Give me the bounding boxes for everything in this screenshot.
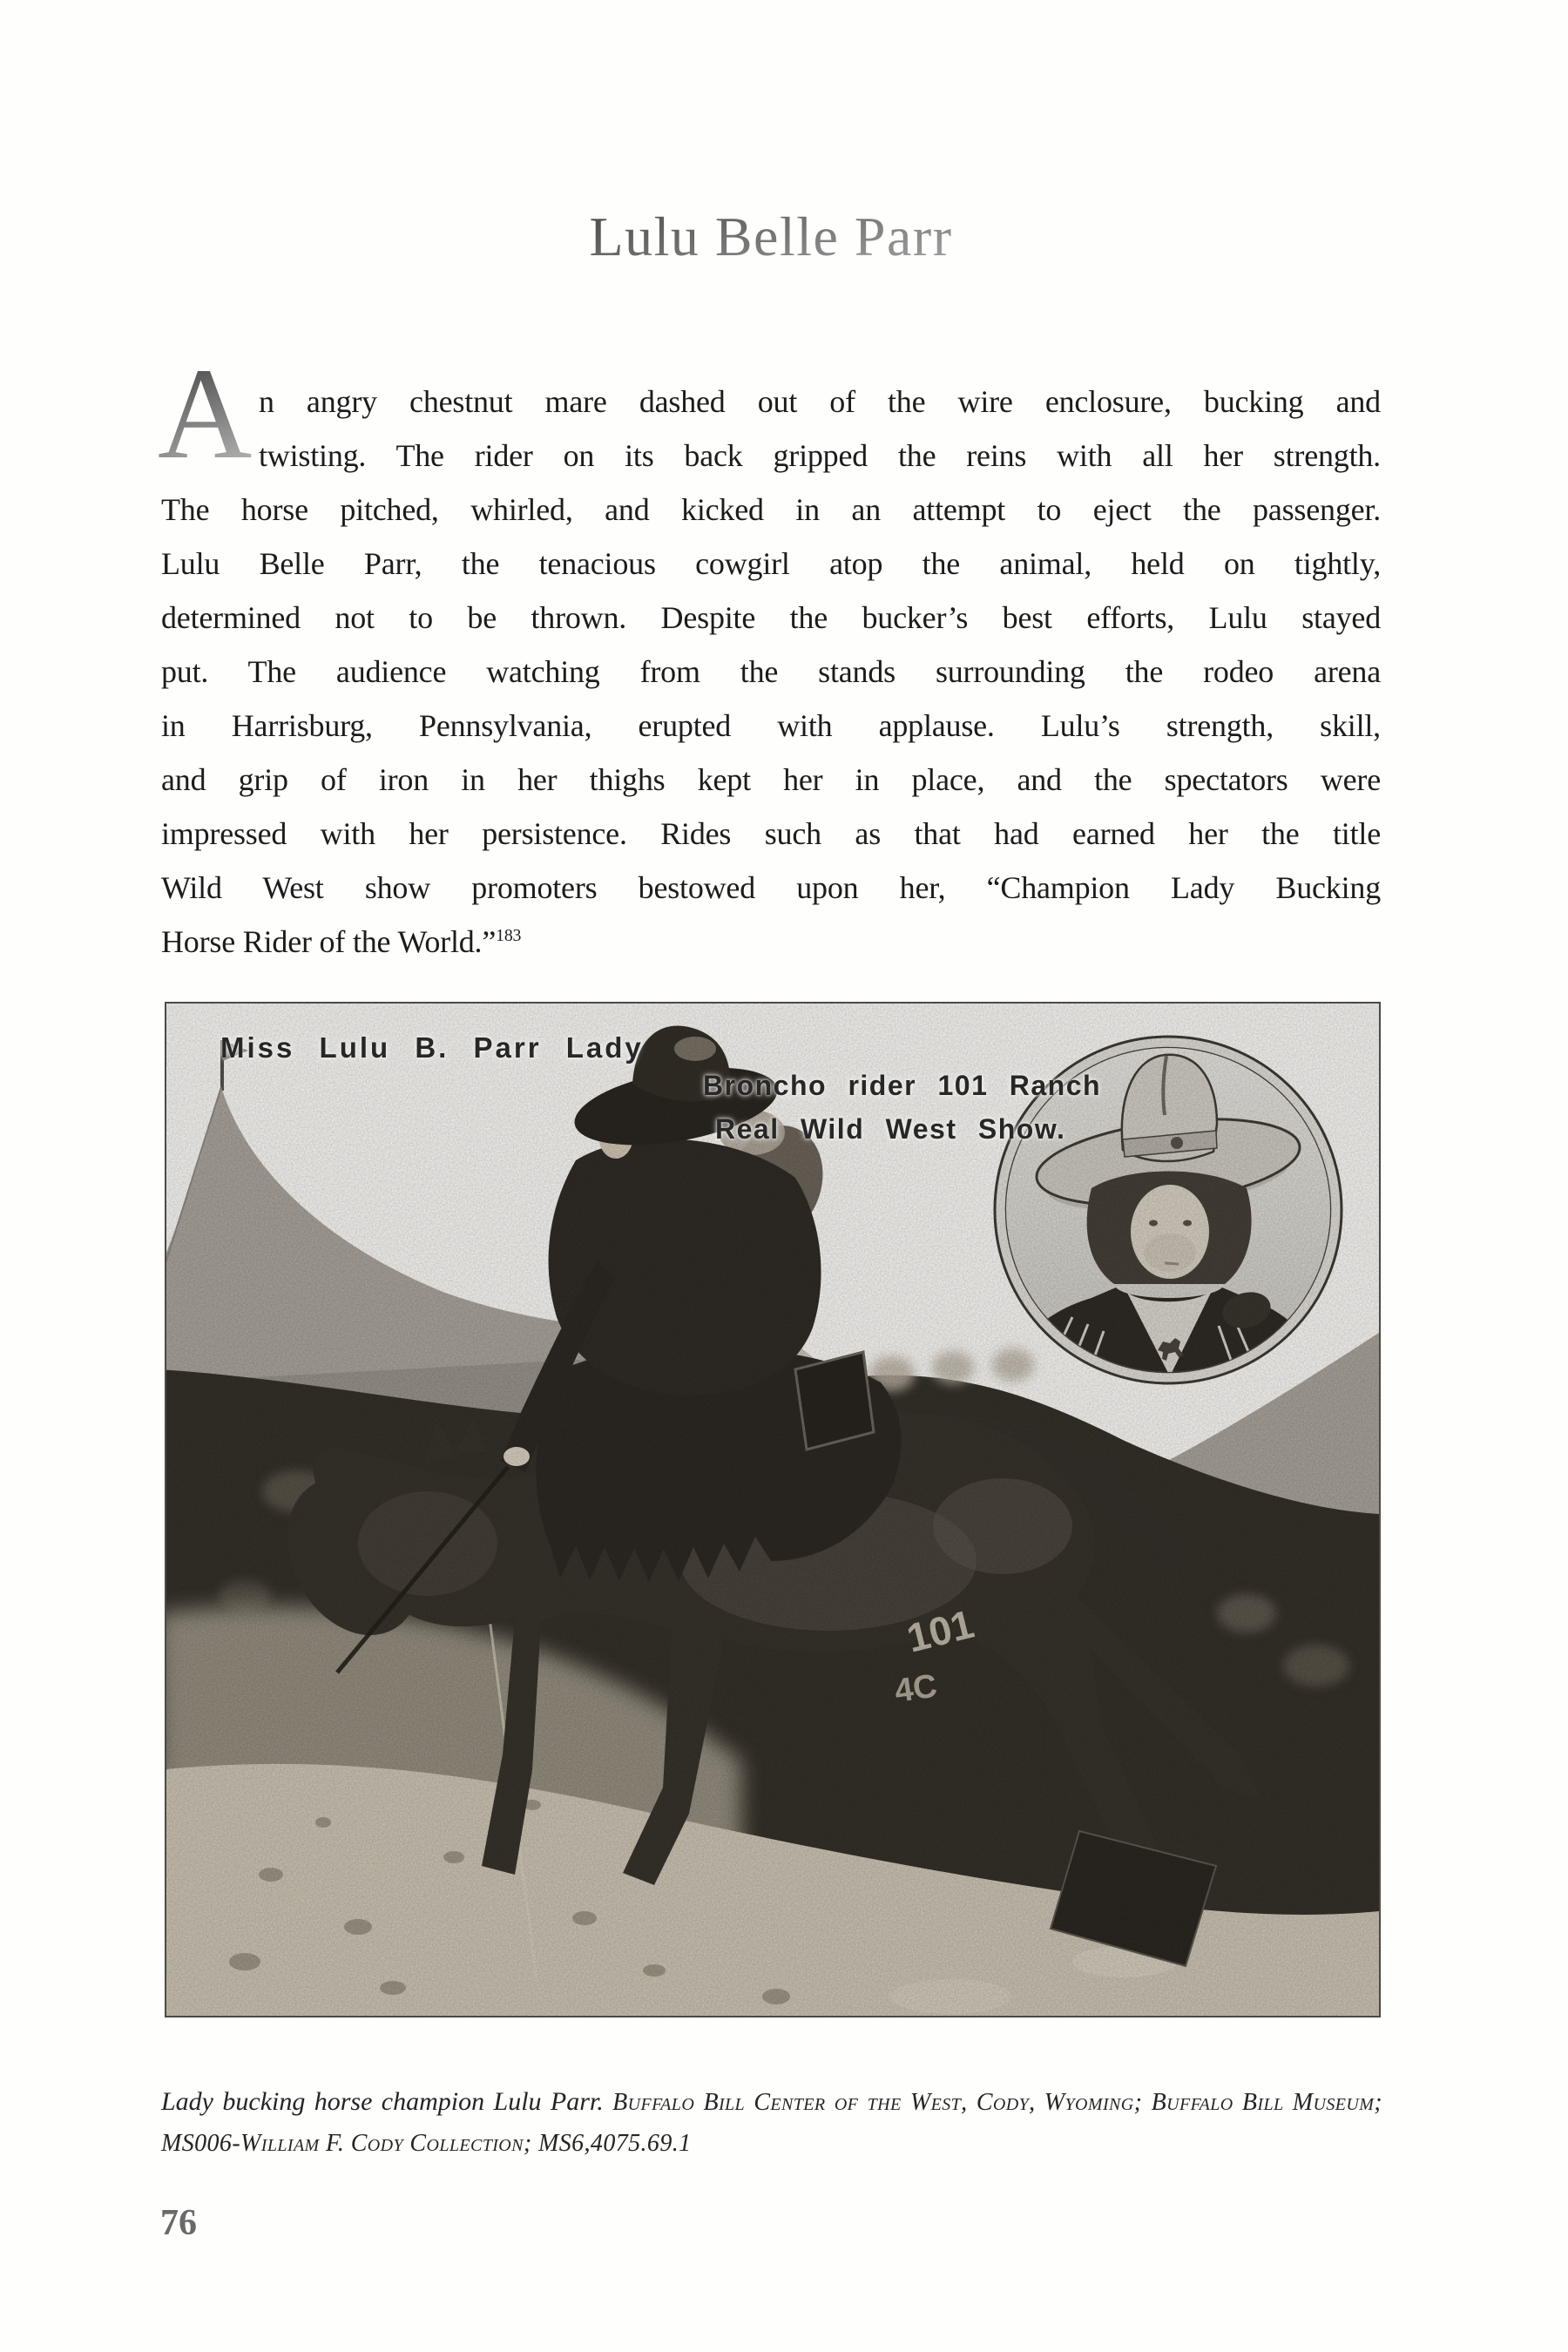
body-paragraph xyxy=(161,375,1381,969)
paragraph-line: n angry chestnut mare dashed out of the wire enclosure, bucking and xyxy=(259,384,1381,419)
paragraph-line: impressed with her persistence. Rides such as that had earned her the title xyxy=(161,816,1381,851)
paragraph-line: The horse pitched, whirled, and kicked in an attempt to eject the passenger. xyxy=(161,492,1381,527)
paragraph-line xyxy=(161,915,1381,969)
photo-figure xyxy=(165,1002,1381,2017)
grain-overlay xyxy=(166,1004,1379,2016)
paragraph-line: Wild West show promoters bestowed upon her, “Champion Lady Bucking xyxy=(161,870,1381,905)
rodeo-photo-illustration xyxy=(166,1004,1379,2016)
paragraph-line: Lulu Belle Parr, the tenacious cowgirl atop the animal, held on tightly, xyxy=(161,546,1381,581)
photo-caption-description: Lady bucking horse champion Lulu Parr. xyxy=(161,2087,613,2116)
page-title-wrap xyxy=(161,207,1381,266)
page-number: 76 xyxy=(160,2203,197,2243)
paragraph-line: in Harrisburg, Pennsylvania, erupted with applause. Lulu’s strength, skill, xyxy=(161,708,1381,743)
photo-caption-credit: Buffalo Bill Center of the West, Cody, Wyoming; Buffalo Bill Museum; MS006-William F. Cody Collection; MS6,4075.69.1 xyxy=(161,2089,1382,2157)
paragraph-line: and grip of iron in her thighs kept her in place, and the spectators were xyxy=(161,762,1381,797)
paragraph-line: twisting. The rider on its back gripped the reins with all her strength. xyxy=(259,438,1381,473)
paragraph-line-text: Horse Rider of the World.” xyxy=(161,924,497,959)
drop-cap: A xyxy=(158,341,253,486)
photo-overlay-left: Miss Lulu B. Parr Lady xyxy=(220,1031,644,1064)
photo-overlay-right-line2: Real Wild West Show. xyxy=(715,1113,1066,1145)
photo-caption xyxy=(161,2082,1382,2164)
footnote-reference: 183 xyxy=(496,926,522,945)
paragraph-line: put. The audience watching from the stands surrounding the rodeo arena xyxy=(161,654,1381,689)
photo-overlay-right-line1: Broncho rider 101 Ranch xyxy=(703,1070,1102,1101)
page-title: Lulu Belle Parr xyxy=(589,206,953,267)
paragraph-line: determined not to be thrown. Despite the bucker’s best efforts, Lulu stayed xyxy=(161,600,1381,635)
